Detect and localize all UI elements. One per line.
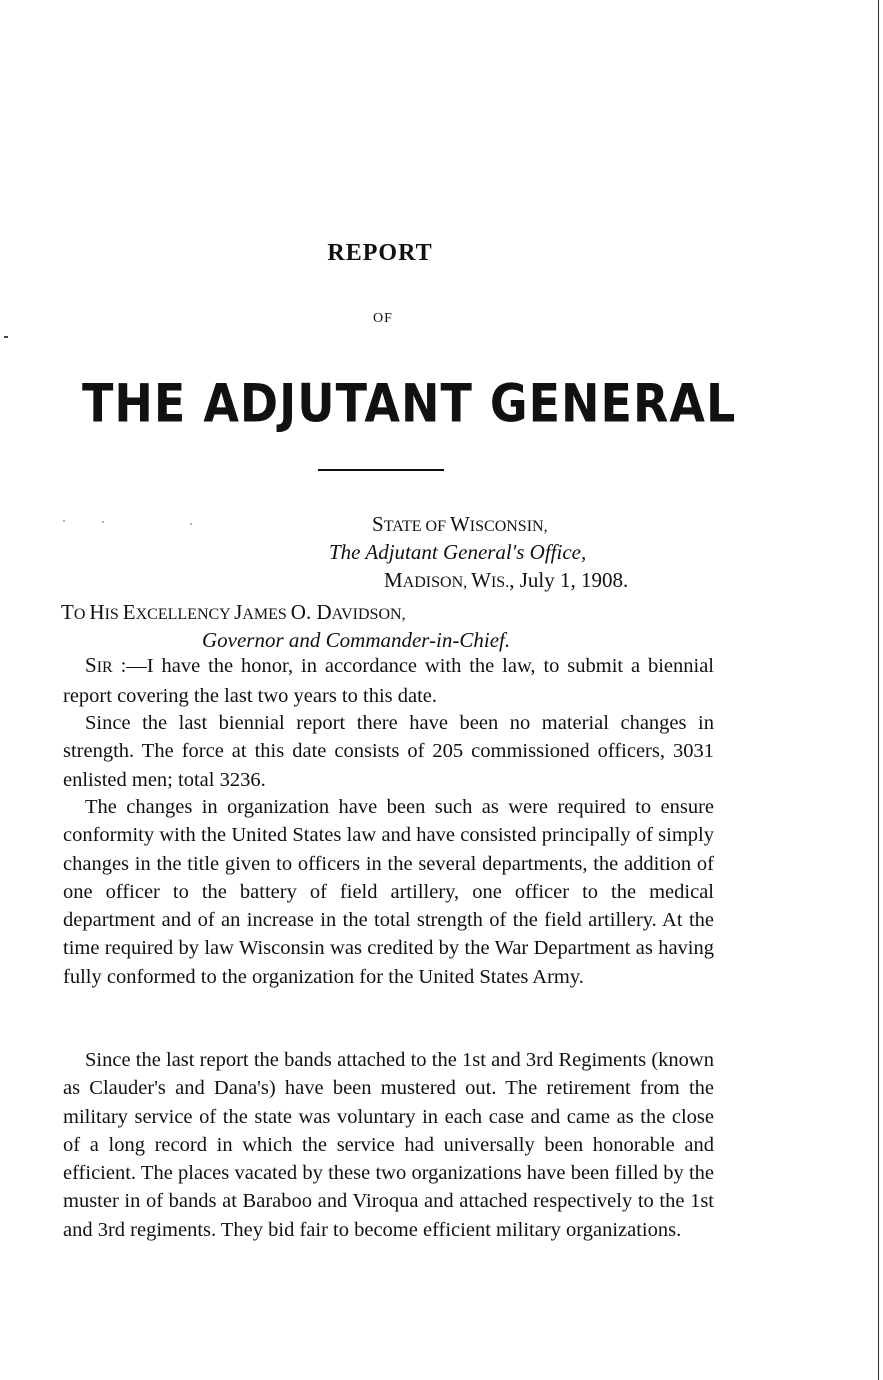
margin-mark — [4, 336, 8, 338]
addressee-line: TO HIS EXCELLENCY JAMES O. DAVIDSON, — [61, 600, 406, 624]
scan-speck — [190, 523, 192, 525]
letterhead-office: The Adjutant General's Office, — [329, 540, 587, 564]
letterhead-place-date: MADISON, WIS., July 1, 1908. — [384, 568, 629, 592]
letterhead-state: STATE OF WISCONSIN, — [372, 512, 548, 536]
scan-speck — [102, 521, 104, 523]
report-heading: REPORT — [327, 240, 433, 266]
title-rule — [318, 469, 444, 471]
paragraph-organization: The changes in organization have been such as were required to ensure conformity with the United States law and have consisted principally of simply changes in the title given to officers in the several departments, the addition of one officer to the battery of field artillery, one officer to the medical department and of an increase in the total strength of the field artillery. At the time required by law Wisconsin was credited by the War Department as having fully conformed to the organization for the United States Army. — [63, 796, 714, 988]
of-heading: OF — [373, 311, 393, 326]
addressee-role: Governor and Commander-in-Chief. — [202, 628, 511, 652]
paragraph-bands: Since the last report the bands attached to the 1st and 3rd Regiments (known as Clauder's and Dana's) have been mustered out. The retirement from the military service of the state was voluntary in each case and came as the close of a long record in which the service had universally been honorable and efficient. The places vacated by these two organizations have been filled by the muster in of bands at Baraboo and Viroqua and attached respectively to the 1st and 3rd regiments. They bid fair to become efficient military organizations. — [63, 1049, 714, 1241]
paragraph-strength: Since the last biennial report there have been no material changes in strength. The force at this date consists of 205 commissioned officers, 3031 enlisted men; total 3236. — [63, 712, 714, 791]
scan-speck — [63, 520, 65, 522]
page-edge-line — [878, 0, 879, 1380]
main-title: THE ADJUTANT GENERAL — [82, 372, 737, 435]
paragraph-salutation: SIR :—I have the honor, in accordance with the law, to submit a biennial report covering the last two years to this date. — [63, 653, 714, 708]
